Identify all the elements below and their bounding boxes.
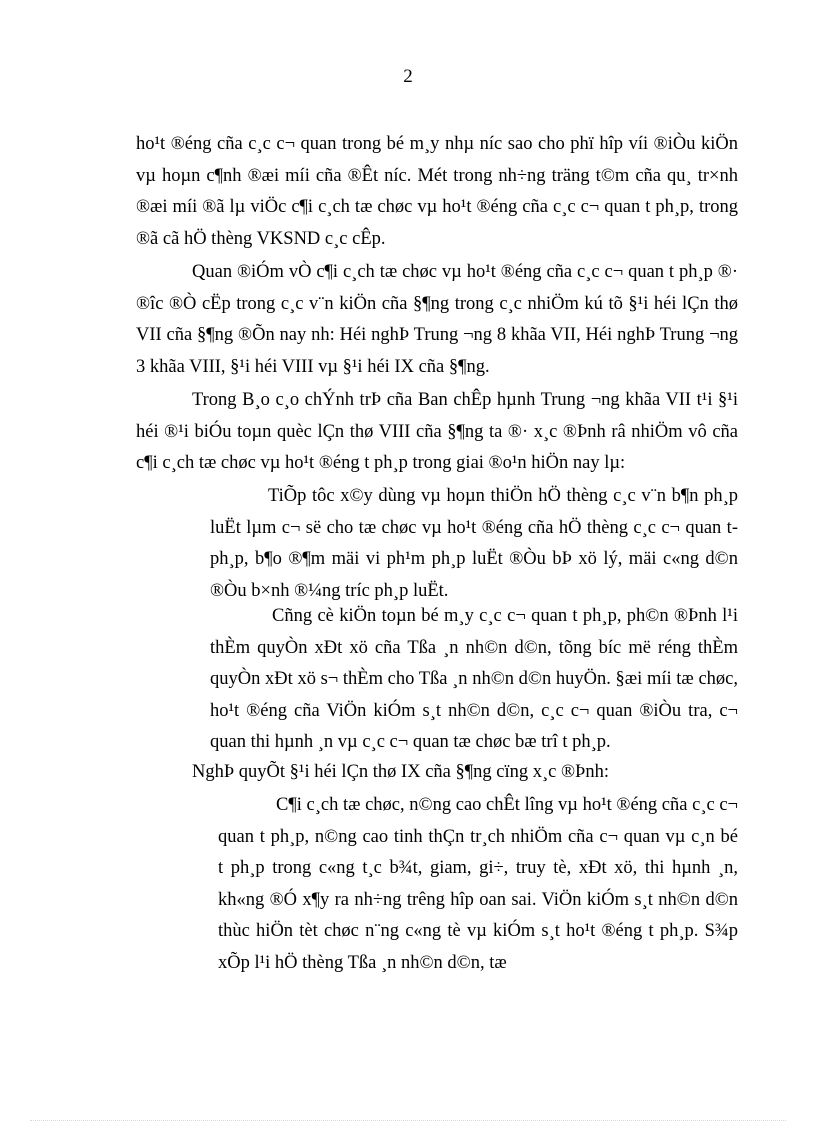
paragraph-reform-context: ho¹t ®éng cña c¸c c¬ quan trong bé m¸y nhµ níc sao cho phï hîp víi ®iÒu kiÖn vµ hoµn c¶nh ®æi míi cña ®Êt níc. Mét trong nh÷ng träng t©m cña qu¸ tr×nh ®æi míi ®ã lµ viÖc c¶i c¸ch tæ chøc vµ ho¹t ®éng cña c¸c c¬ quan t ph¸p, trong ®ã cã hÖ thèng VKSND c¸c cÊp. bbox=[136, 134, 738, 249]
paragraph-party-viewpoint: Quan ®iÓm vÒ c¶i c¸ch tæ chøc vµ ho¹t ®éng cña c¸c c¬ quan t ph¸p ®· ®îc ®Ò cËp trong c¸c v¨n kiÖn cña §¶ng trong c¸c nhiÖm kú tõ §¹i héi lÇn thø VII cña §¶ng ®Õn nay nh: Héi nghÞ Trung ¬ng 8 khãa VII, Héi nghÞ Trung ¬ng 3 khãa VIII, §¹i héi VIII vµ §¹i héi IX cña §¶ng. bbox=[136, 262, 738, 377]
quote-legal-system: TiÕp tôc x©y dùng vµ hoµn thiÖn hÖ thèng c¸c v¨n b¶n ph¸p luËt lµm c¬ së cho tæ chøc vµ ho¹t ®éng cña hÖ thèng c¸c c¬ quan t ph¸p, b¶o ®¶m mäi vi ph¹m ph¸p luËt ®Òu bÞ xö lý, mäi c«ng d©n ®Òu b×nh ®¼ng tríc ph¸p luËt. bbox=[210, 486, 738, 601]
paragraph-ninth-congress-intro: NghÞ quyÕt §¹i héi lÇn thø IX cña §¶ng cïng x¸c ®Þnh: bbox=[192, 762, 609, 782]
page-number: 2 bbox=[403, 66, 413, 87]
quote-judicial-apparatus: Cñng cè kiÖn toµn bé m¸y c¸c c¬ quan t ph¸p, ph©n ®Þnh l¹i thÈm quyÒn xÐt xö cña Tßa ¸n nh©n d©n, tõng bíc më réng thÈm quyÒn xÐt xö s¬ thÈm cho Tßa ¸n nh©n d©n huyÖn. §æi míi tæ chøc, ho¹t ®éng cña ViÖn kiÓm s¸t nh©n d©n, c¸c c¬ quan ®iÒu tra, c¬ quan thi hµnh ¸n vµ c¸c c¬ quan tæ chøc bæ trî t ph¸p. bbox=[210, 606, 738, 752]
paragraph-political-report: Trong B¸o c¸o chÝnh trÞ cña Ban chÊp hµnh Trung ¬ng khãa VII t¹i §¹i héi ®¹i biÓu toµn quèc lÇn thø VIII cña §¶ng ta ®· x¸c ®Þnh râ nhiÖm vô cña c¶i c¸ch tæ chøc vµ ho¹t ®éng t ph¸p trong giai ®o¹n hiÖn nay lµ: bbox=[136, 390, 738, 473]
quote-judicial-reform: C¶i c¸ch tæ chøc, n©ng cao chÊt lîng vµ ho¹t ®éng cña c¸c c¬ quan t ph¸p, n©ng cao tinh thÇn tr¸ch nhiÖm cña c¬ quan vµ c¸n bé t ph¸p trong c«ng t¸c b¾t, giam, gi÷, truy tè, xÐt xö, thi hµnh ¸n, kh«ng ®Ó x¶y ra nh÷ng trêng hîp oan sai. ViÖn kiÓm s¸t nh©n d©n thùc hiÖn tèt chøc n¨ng c«ng tè vµ kiÓm s¸t ho¹t ®éng t ph¸p. S¾p xÕp l¹i hÖ thèng Tßa ¸n nh©n d©n, tæ bbox=[218, 795, 738, 973]
page-bottom-divider bbox=[30, 1120, 786, 1121]
